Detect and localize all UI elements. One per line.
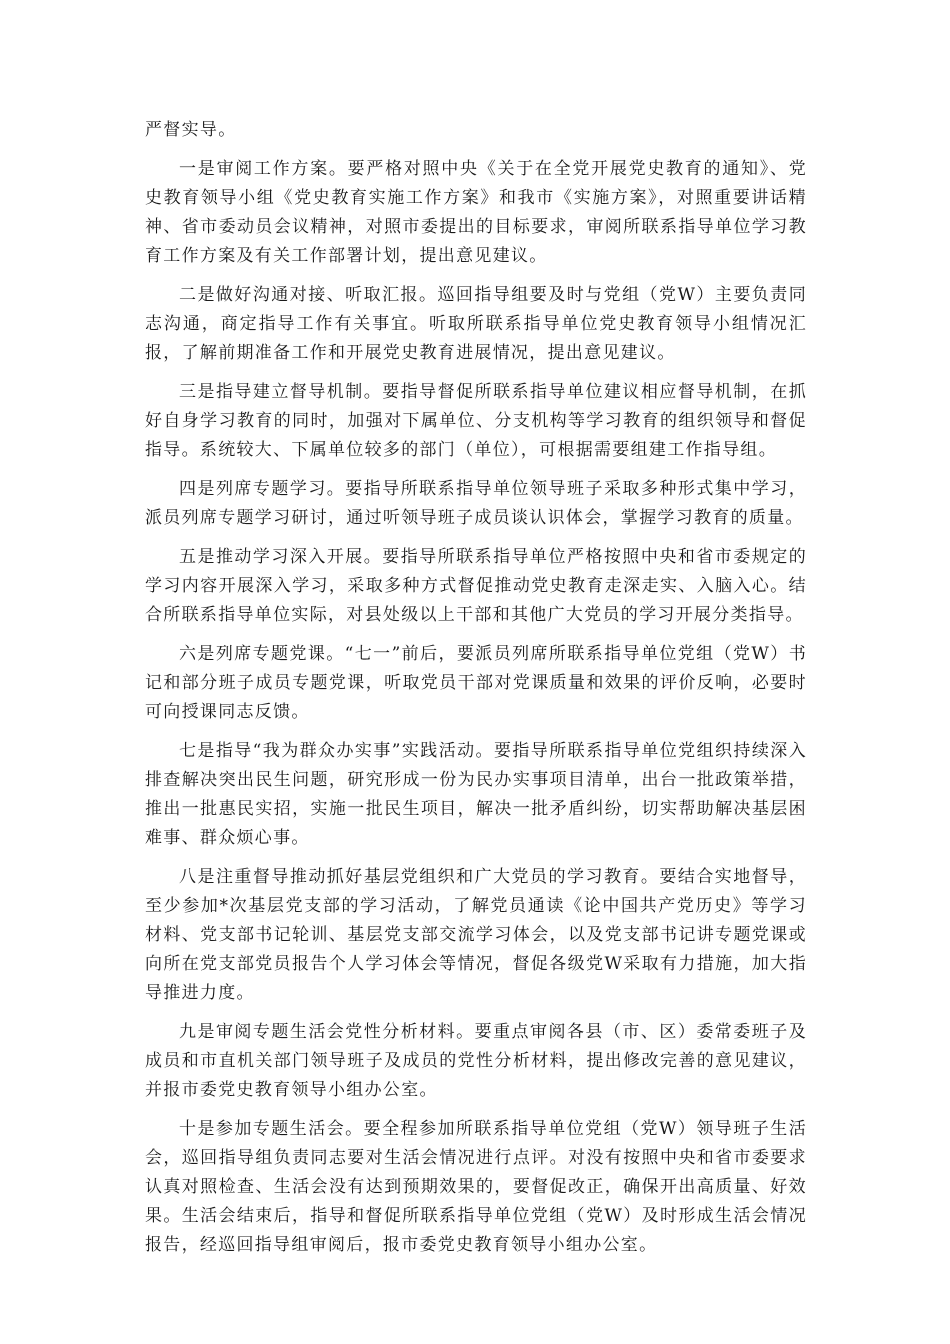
paragraph-communication-report: 二是做好沟通对接、听取汇报。巡回指导组要及时与党组（党W）主要负责同志沟通，商定指导工作有关事宜。听取所联系指导单位党史教育领导小组情况汇报，了解前期准备工作和开展党史教育进展情况，提出意见建议。 xyxy=(145,285,807,363)
paragraph-review-materials: 九是审阅专题生活会党性分析材料。要重点审阅各县（市、区）委常委班子及成员和市直机关部门领导班子及成员的党性分析材料，提出修改完善的意见建议，并报市委党史教育领导小组办公室。 xyxy=(145,1022,807,1100)
paragraph-supervision-mechanism: 三是指导建立督导机制。要指导督促所联系指导单位建议相应督导机制，在抓好自身学习教育的同时，加强对下属单位、分支机构等学习教育的组织领导和督促指导。系统较大、下属单位较多的部门（单位），可根据需要组建工作指导组。 xyxy=(145,382,807,460)
paragraph-grassroots-education: 八是注重督导推动抓好基层党组织和广大党员的学习教育。要结合实地督导，至少参加*次基层党支部的学习活动，了解党员通读《论中国共产党历史》等学习材料、党支部书记轮训、基层党支部交流学习体会，以及党支部书记讲专题党课或向所在党支部党员报告个人学习体会等情况，督促各级党W采取有力措施，加大指导推进力度。 xyxy=(145,867,807,1003)
paragraph-party-lecture: 六是列席专题党课。“七一”前后，要派员列席所联系指导单位党组（党W）书记和部分班子成员专题党课，听取党员干部对党课质量和效果的评价反响，必要时可向授课同志反馈。 xyxy=(145,644,807,722)
paragraph-life-meeting: 十是参加专题生活会。要全程参加所联系指导单位党组（党W）领导班子生活会，巡回指导组负责同志要对生活会情况进行点评。对没有按照中央和省市委要求认真对照检查、生活会没有达到预期效果的，要督促改正，确保开出高质量、好效果。生活会结束后，指导和督促所联系指导单位党组（党W）及时形成生活会情况报告，经巡回指导组审阅后，报市委党史教育领导小组办公室。 xyxy=(145,1119,807,1255)
paragraph-special-study: 四是列席专题学习。要指导所联系指导单位领导班子采取多种形式集中学习，派员列席专题学习研讨，通过听领导班子成员谈认识体会，掌握学习教育的质量。 xyxy=(145,479,807,528)
paragraph-practical-activity: 七是指导“我为群众办实事”实践活动。要指导所联系指导单位党组织持续深入排查解决突出民生问题，研究形成一份为民办实事项目清单，出台一批政策举措，推出一批惠民实招，实施一批民生项目，解决一批矛盾纠纷，切实帮助解决基层困难事、群众烦心事。 xyxy=(145,741,807,848)
paragraph-deepen-study: 五是推动学习深入开展。要指导所联系指导单位严格按照中央和省市委规定的学习内容开展深入学习，采取多种方式督促推动党史教育走深走实、入脑入心。结合所联系指导单位实际，对县处级以上干部和其他广大党员的学习开展分类指导。 xyxy=(145,547,807,625)
paragraph-continuation: 严督实导。 xyxy=(145,120,237,140)
document-page xyxy=(145,116,807,1270)
paragraph-review-work-plan: 一是审阅工作方案。要严格对照中央《关于在全党开展党史教育的通知》、党史教育领导小组《党史教育实施工作方案》和我市《实施方案》，对照重要讲话精神、省市委动员会议精神，对照市委提出的目标要求，审阅所联系指导单位学习教育工作方案及有关工作部署计划，提出意见建议。 xyxy=(145,159,807,266)
